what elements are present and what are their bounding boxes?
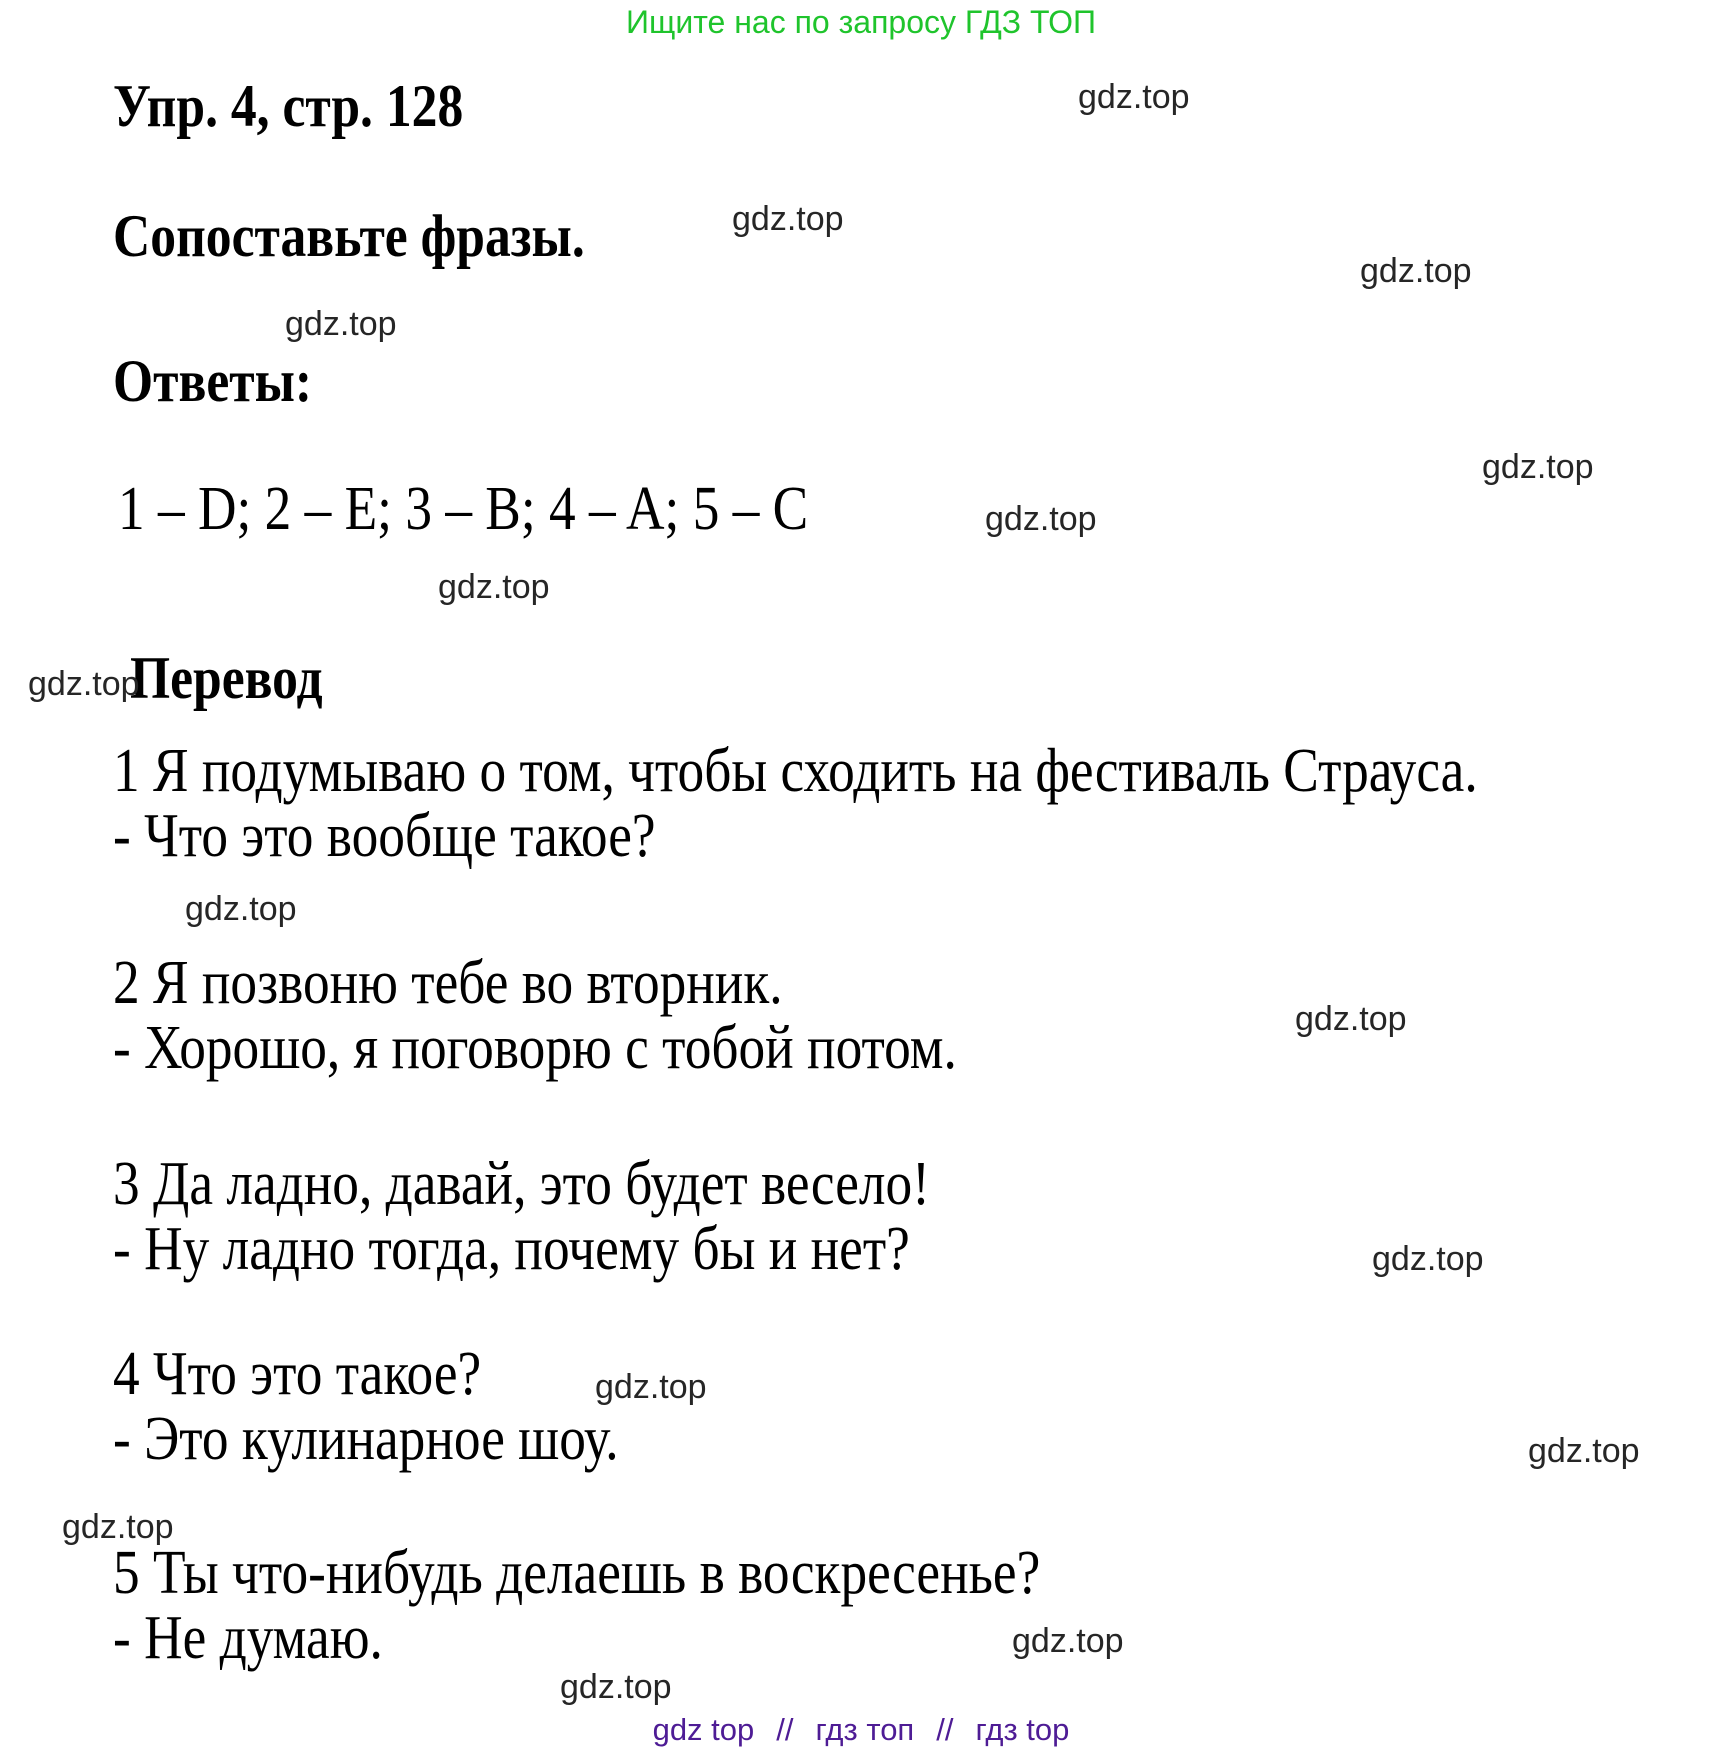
watermark: gdz.top <box>1372 1240 1484 1278</box>
answers-line: 1 – D; 2 – E; 3 – B; 4 – A; 5 – C <box>118 475 809 543</box>
translation-item-3 <box>113 1152 930 1282</box>
task-title: Сопоставьте фразы. <box>113 203 585 269</box>
promo-banner: Ищите нас по запросу ГДЗ ТОП <box>626 4 1096 40</box>
footer-link-gdz-top-mixed[interactable]: гдз top <box>975 1712 1070 1747</box>
watermark: gdz.top <box>732 200 844 238</box>
watermark: gdz.top <box>1482 448 1594 486</box>
watermark: gdz.top <box>985 500 1097 538</box>
translation-item-2-reply: - Хорошо, я поговорю с тобой потом. <box>113 1014 957 1082</box>
translation-item-3-phrase: 3 Да ладно, давай, это будет весело! <box>113 1150 930 1218</box>
footer-separator: // <box>776 1712 794 1747</box>
footer <box>0 1712 1722 1748</box>
watermark: gdz.top <box>438 568 550 606</box>
watermark: gdz.top <box>1078 78 1190 116</box>
translation-item-3-reply: - Ну ладно тогда, почему бы и нет? <box>113 1215 910 1283</box>
translation-item-5-phrase: 5 Ты что-нибудь делаешь в воскресенье? <box>113 1539 1041 1607</box>
watermark: gdz.top <box>1012 1622 1124 1660</box>
watermark: gdz.top <box>285 305 397 343</box>
translation-item-1 <box>113 739 1478 869</box>
translation-item-4-reply: - Это кулинарное шоу. <box>113 1405 619 1473</box>
translation-item-4 <box>113 1342 619 1472</box>
footer-link-gdz-top-latin[interactable]: gdz top <box>652 1712 755 1747</box>
translation-item-1-reply: - Что это вообще такое? <box>113 802 656 870</box>
translation-item-2-phrase: 2 Я позвоню тебе во вторник. <box>113 949 783 1017</box>
watermark: gdz.top <box>1295 1000 1407 1038</box>
translation-item-4-phrase: 4 Что это такое? <box>113 1340 482 1408</box>
footer-link-gdz-top-cyrillic[interactable]: гдз топ <box>815 1712 915 1747</box>
watermark: gdz.top <box>595 1368 707 1406</box>
watermark: gdz.top <box>1360 252 1472 290</box>
footer-separator: // <box>936 1712 954 1747</box>
watermark: gdz.top <box>1528 1432 1640 1470</box>
watermark: gdz.top <box>28 665 140 703</box>
watermark: gdz.top <box>185 890 297 928</box>
translation-item-2 <box>113 951 957 1081</box>
answers-label: Ответы: <box>113 348 313 414</box>
watermark: gdz.top <box>560 1668 672 1706</box>
translation-label: Перевод <box>130 645 323 711</box>
translation-item-1-phrase: 1 Я подумываю о том, чтобы сходить на фестиваль Страуса. <box>113 737 1478 805</box>
watermark: gdz.top <box>62 1508 174 1546</box>
translation-item-5-reply: - Не думаю. <box>113 1604 383 1672</box>
exercise-title: Упр. 4, стр. 128 <box>113 73 464 139</box>
translation-item-5 <box>113 1541 1040 1671</box>
